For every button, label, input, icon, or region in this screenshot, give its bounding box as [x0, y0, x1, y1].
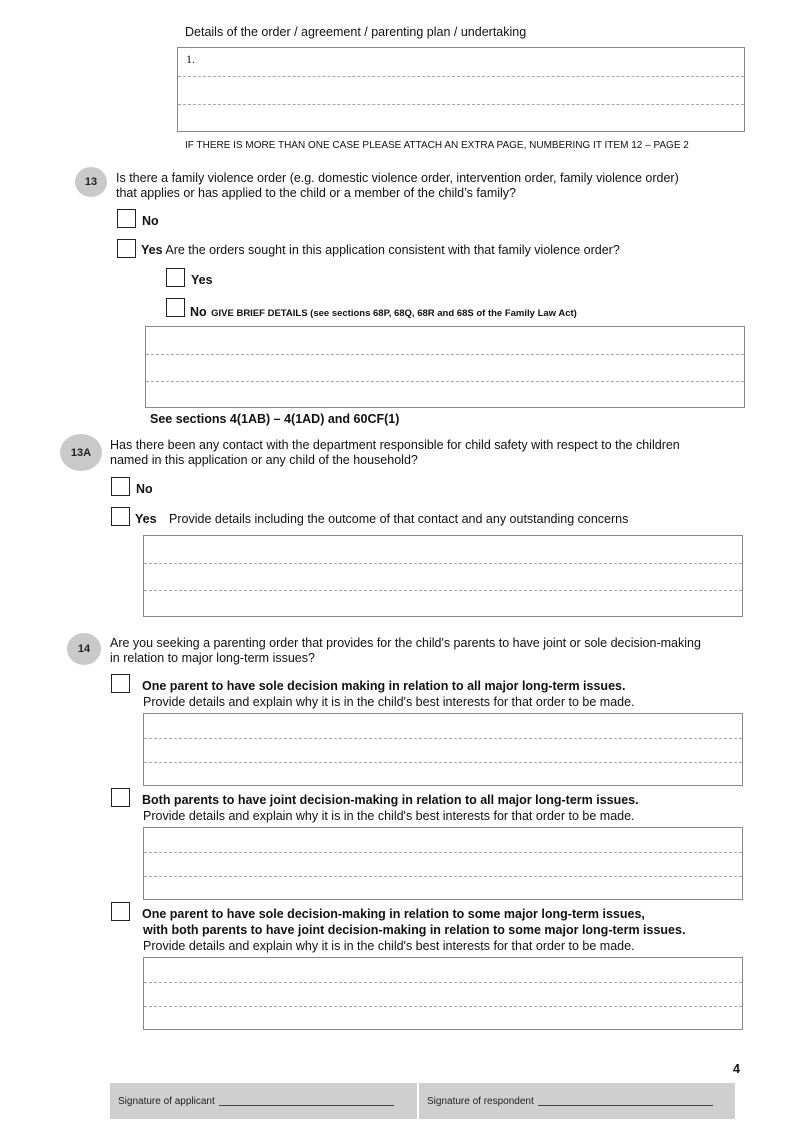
ruled-line — [144, 982, 742, 983]
ruled-line — [144, 590, 742, 591]
respondent-signature-line — [538, 1097, 713, 1106]
ruled-line — [144, 1006, 742, 1007]
q14-option1-instructions: Provide details and explain why it is in the child's best interests for that order to be made. — [143, 695, 635, 709]
ruled-line — [144, 563, 742, 564]
q14-question-line1: Are you seeking a parenting order that provides for the child's parents to have joint or sole decision-making — [110, 636, 701, 650]
q14-option2-textarea[interactable] — [143, 827, 743, 900]
q13-question-line2: that applies or has applied to the child or a member of the child’s family? — [116, 186, 516, 200]
q13a-no-checkbox[interactable] — [111, 477, 130, 496]
q13-sub-yes-label: Yes — [191, 273, 213, 287]
q13-sub-no-checkbox[interactable] — [166, 298, 185, 317]
details-label: Details of the order / agreement / parenting plan / undertaking — [185, 25, 527, 39]
ruled-line — [144, 852, 742, 853]
q14-option2-title: Both parents to have joint decision-making in relation to all major long-term issues. — [142, 793, 639, 807]
q13-sub-no-label: No — [190, 305, 207, 319]
applicant-signature-label: Signature of applicant — [118, 1095, 215, 1107]
q14-option3-textarea[interactable] — [143, 957, 743, 1030]
q14-option1-checkbox[interactable] — [111, 674, 130, 693]
question-number-badge: 14 — [67, 633, 101, 665]
ruled-line — [146, 354, 744, 355]
q13-sub-yes-checkbox[interactable] — [166, 268, 185, 287]
q14-option1-title: One parent to have sole decision making in relation to all major long-term issues. — [142, 679, 626, 693]
ruled-line — [144, 762, 742, 763]
q13-no-label: No — [142, 214, 159, 228]
ruled-line — [146, 381, 744, 382]
question-number-badge: 13A — [60, 434, 102, 471]
q13-details-textarea[interactable] — [145, 326, 745, 408]
q13a-yes-checkbox[interactable] — [111, 507, 130, 526]
respondent-signature-cell[interactable] — [419, 1083, 735, 1119]
q13-yes-label: Yes — [141, 243, 163, 257]
q13a-no-label: No — [136, 482, 153, 496]
ruled-line — [178, 104, 744, 105]
q13a-yes-followup: Provide details including the outcome of that contact and any outstanding concerns — [169, 512, 629, 526]
details-textarea[interactable] — [177, 47, 745, 132]
q13-yes-checkbox[interactable] — [117, 239, 136, 258]
question-number-badge: 13 — [75, 167, 107, 197]
q13-question-line1: Is there a family violence order (e.g. domestic violence order, intervention order, family violence order) — [116, 171, 679, 185]
q13a-question-line2: named in this application or any child of the household? — [110, 453, 418, 467]
q14-option3-checkbox[interactable] — [111, 902, 130, 921]
applicant-signature-cell[interactable] — [110, 1083, 417, 1119]
q13-sub-no-detail: GIVE BRIEF DETAILS (see sections 68P, 68Q, 68R and 68S of the Family Law Act) — [211, 308, 577, 319]
page-number: 4 — [733, 1062, 740, 1076]
q14-option3-instructions: Provide details and explain why it is in the child's best interests for that order to be made. — [143, 939, 635, 953]
q14-option1-textarea[interactable] — [143, 713, 743, 786]
details-first-line-number: 1. — [186, 52, 195, 66]
q14-option3-title-line1: One parent to have sole decision-making in relation to some major long-term issues, — [142, 907, 645, 921]
q13-no-checkbox[interactable] — [117, 209, 136, 228]
q14-option2-instructions: Provide details and explain why it is in the child's best interests for that order to be made. — [143, 809, 635, 823]
ruled-line — [144, 876, 742, 877]
ruled-line — [144, 738, 742, 739]
q14-option2-checkbox[interactable] — [111, 788, 130, 807]
q13-yes-followup: Are the orders sought in this application consistent with that family violence order? — [165, 243, 620, 257]
q13a-question-line1: Has there been any contact with the department responsible for child safety with respect to the children — [110, 438, 680, 452]
respondent-signature-label: Signature of respondent — [427, 1095, 534, 1107]
q14-option3-title-line2: with both parents to have joint decision-making in relation to some major long-term issues. — [143, 923, 686, 937]
extra-page-note: IF THERE IS MORE THAN ONE CASE PLEASE ATTACH AN EXTRA PAGE, NUMBERING IT ITEM 12 – PAGE 2 — [185, 140, 689, 151]
ruled-line — [178, 76, 744, 77]
q13a-yes-label: Yes — [135, 512, 157, 526]
q14-question-line2: in relation to major long-term issues? — [110, 651, 315, 665]
q13a-details-textarea[interactable] — [143, 535, 743, 617]
q13-see-sections: See sections 4(1AB) – 4(1AD) and 60CF(1) — [150, 412, 400, 426]
applicant-signature-line — [219, 1097, 394, 1106]
